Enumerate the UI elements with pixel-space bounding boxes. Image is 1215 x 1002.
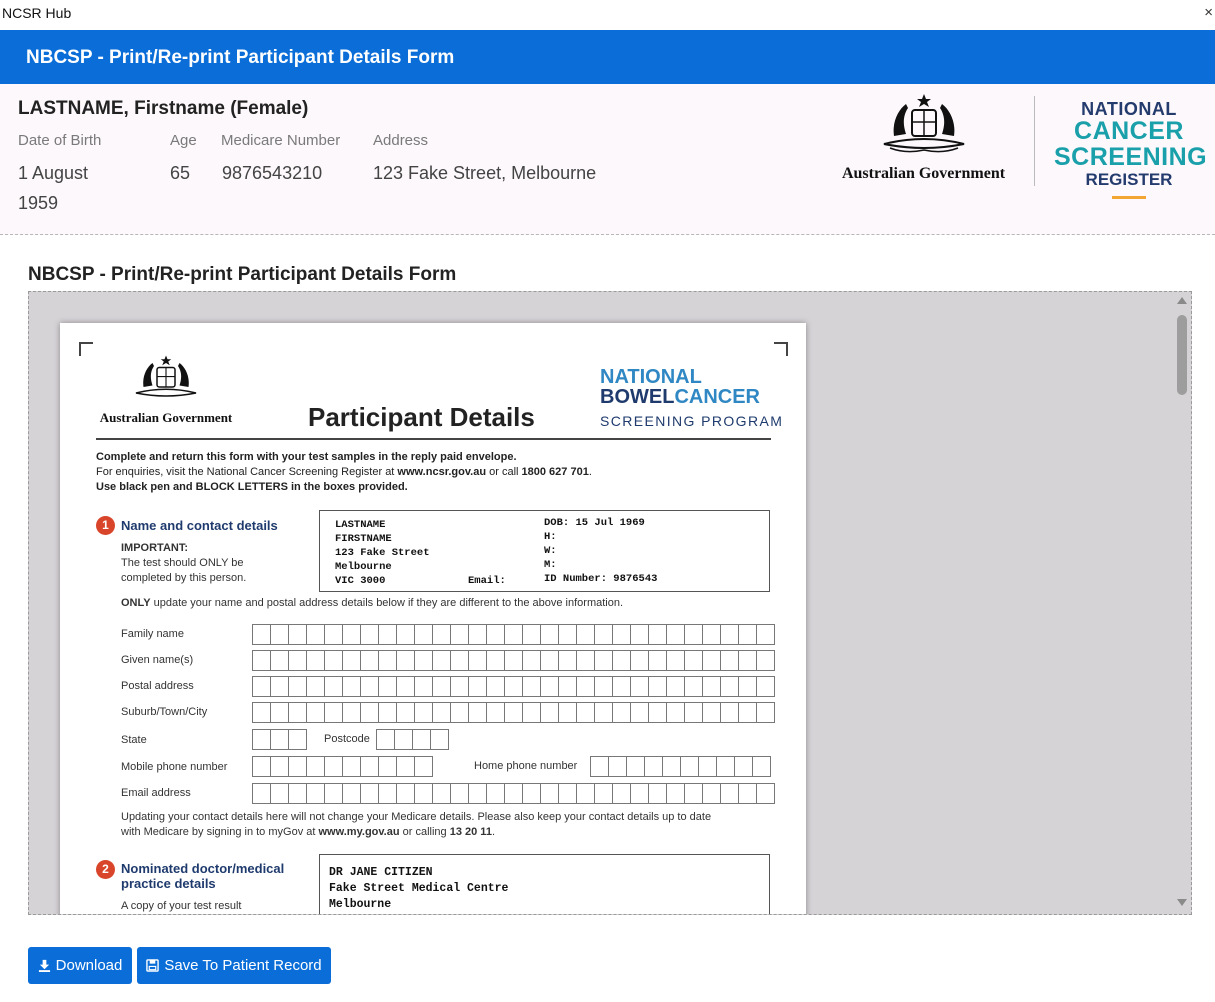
postcode-field xyxy=(376,729,449,750)
character-cell xyxy=(343,757,361,776)
character-cell xyxy=(721,625,739,644)
character-cell xyxy=(253,784,271,803)
character-cell xyxy=(739,625,757,644)
character-cell xyxy=(595,703,613,722)
character-cell xyxy=(757,703,775,722)
character-cell xyxy=(739,784,757,803)
important-label: IMPORTANT: xyxy=(121,542,189,554)
family-name-field xyxy=(252,624,775,645)
page-header xyxy=(0,30,1215,84)
character-cell xyxy=(577,651,595,670)
character-cell xyxy=(667,703,685,722)
character-cell xyxy=(413,730,431,749)
character-cell xyxy=(469,703,487,722)
character-cell xyxy=(753,757,771,776)
save-to-patient-record-button[interactable]: Save To Patient Record xyxy=(137,947,331,984)
scroll-thumb[interactable] xyxy=(1177,315,1187,395)
character-cell xyxy=(559,677,577,696)
character-cell xyxy=(667,677,685,696)
save-icon xyxy=(146,959,159,972)
character-cell xyxy=(523,784,541,803)
character-cell xyxy=(253,625,271,644)
character-cell xyxy=(685,651,703,670)
character-cell xyxy=(667,651,685,670)
character-cell xyxy=(271,677,289,696)
character-cell xyxy=(505,651,523,670)
character-cell xyxy=(415,784,433,803)
character-cell xyxy=(343,784,361,803)
character-cell xyxy=(379,625,397,644)
viewer-scrollbar[interactable] xyxy=(1171,292,1192,914)
character-cell xyxy=(307,625,325,644)
character-cell xyxy=(541,703,559,722)
character-cell xyxy=(289,703,307,722)
character-cell xyxy=(379,677,397,696)
character-cell xyxy=(487,784,505,803)
postal-address-label: Postal address xyxy=(121,680,194,692)
doctor-details-box: DR JANE CITIZEN Fake Street Medical Centre Melbourne xyxy=(319,854,770,915)
character-cell xyxy=(613,703,631,722)
email-field xyxy=(252,783,775,804)
character-cell xyxy=(649,625,667,644)
character-cell xyxy=(703,784,721,803)
character-cell xyxy=(631,625,649,644)
character-cell xyxy=(415,757,433,776)
character-cell xyxy=(397,651,415,670)
character-cell xyxy=(649,703,667,722)
logo-divider xyxy=(1034,96,1035,186)
patient-name: LASTNAME, Firstname (Female) xyxy=(18,98,309,119)
character-cell xyxy=(361,784,379,803)
download-icon xyxy=(38,959,51,972)
character-cell xyxy=(361,651,379,670)
section-2-badge: 2 xyxy=(96,860,115,879)
character-cell xyxy=(379,784,397,803)
character-cell xyxy=(325,677,343,696)
character-cell xyxy=(685,625,703,644)
character-cell xyxy=(523,677,541,696)
character-cell xyxy=(685,677,703,696)
character-cell xyxy=(559,784,577,803)
character-cell xyxy=(663,757,681,776)
age-label: Age xyxy=(170,132,197,149)
home-phone-label: Home phone number xyxy=(474,760,578,772)
character-cell xyxy=(451,677,469,696)
character-cell xyxy=(487,703,505,722)
character-cell xyxy=(451,625,469,644)
character-cell xyxy=(609,757,627,776)
character-cell xyxy=(469,784,487,803)
only-update-note: ONLY update your name and postal address details below if they are different to the above information. xyxy=(121,597,624,609)
character-cell xyxy=(379,651,397,670)
character-cell xyxy=(699,757,717,776)
character-cell xyxy=(631,703,649,722)
character-cell xyxy=(613,784,631,803)
character-cell xyxy=(721,677,739,696)
pdf-page xyxy=(60,323,806,915)
form-section-title: NBCSP - Print/Re-print Participant Details Form xyxy=(28,264,457,285)
character-cell xyxy=(703,625,721,644)
character-cell xyxy=(577,625,595,644)
scroll-down-icon[interactable] xyxy=(1177,899,1187,906)
character-cell xyxy=(343,703,361,722)
character-cell xyxy=(591,757,609,776)
character-cell xyxy=(559,703,577,722)
gov-logo-text: Australian Government xyxy=(841,165,1006,182)
character-cell xyxy=(397,784,415,803)
participant-address-box: LASTNAME FIRSTNAME 123 Fake Street Melbourne VIC 3000 Email: DOB: 15 Jul 1969 H: W: M: ID Number: 9876543 xyxy=(319,510,770,592)
doc-title: Participant Details xyxy=(308,402,535,432)
character-cell xyxy=(681,757,699,776)
window-title: NCSR Hub xyxy=(2,5,72,21)
character-cell xyxy=(433,703,451,722)
character-cell xyxy=(645,757,663,776)
character-cell xyxy=(505,677,523,696)
character-cell xyxy=(559,651,577,670)
australian-government-logo xyxy=(836,92,1011,183)
section-1-badge: 1 xyxy=(96,516,115,535)
character-cell xyxy=(253,651,271,670)
character-cell xyxy=(595,625,613,644)
character-cell xyxy=(397,703,415,722)
character-cell xyxy=(631,677,649,696)
important-note-1: The test should ONLY be xyxy=(121,557,244,569)
character-cell xyxy=(307,703,325,722)
character-cell xyxy=(289,651,307,670)
window-titlebar xyxy=(0,0,1215,28)
given-names-label: Given name(s) xyxy=(121,654,194,666)
character-cell xyxy=(325,757,343,776)
character-cell xyxy=(415,677,433,696)
address-value: 123 Fake Street, Melbourne xyxy=(373,163,597,183)
character-cell xyxy=(433,651,451,670)
character-cell xyxy=(523,703,541,722)
character-cell xyxy=(649,651,667,670)
character-cell xyxy=(377,730,395,749)
character-cell xyxy=(451,784,469,803)
coat-of-arms-icon xyxy=(876,92,972,156)
character-cell xyxy=(703,703,721,722)
character-cell xyxy=(757,625,775,644)
patient-banner xyxy=(0,84,1215,235)
character-cell xyxy=(433,625,451,644)
character-cell xyxy=(253,730,271,749)
character-cell xyxy=(289,757,307,776)
postal-address-field xyxy=(252,676,775,697)
state-field xyxy=(252,729,307,750)
postcode-label: Postcode xyxy=(324,733,370,745)
character-cell xyxy=(721,784,739,803)
character-cell xyxy=(271,625,289,644)
character-cell xyxy=(307,651,325,670)
character-cell xyxy=(253,757,271,776)
character-cell xyxy=(469,625,487,644)
family-name-label: Family name xyxy=(121,628,184,640)
character-cell xyxy=(325,784,343,803)
character-cell xyxy=(379,703,397,722)
character-cell xyxy=(487,625,505,644)
coat-of-arms-icon xyxy=(130,353,202,403)
character-cell xyxy=(397,757,415,776)
character-cell xyxy=(721,703,739,722)
important-note-2: completed by this person. xyxy=(121,572,247,584)
character-cell xyxy=(595,677,613,696)
character-cell xyxy=(667,625,685,644)
character-cell xyxy=(595,784,613,803)
update-note: Updating your contact details here will not change your Medicare details. Please also keep your contact details up to date with Medicare by signing in to myGov at www.my.gov.au or calling 13 20 11. xyxy=(121,811,712,838)
character-cell xyxy=(541,651,559,670)
section-1-title: Name and contact details xyxy=(121,518,278,533)
character-cell xyxy=(577,703,595,722)
character-cell xyxy=(271,757,289,776)
character-cell xyxy=(631,784,649,803)
character-cell xyxy=(721,651,739,670)
character-cell xyxy=(253,677,271,696)
character-cell xyxy=(523,651,541,670)
character-cell xyxy=(739,677,757,696)
character-cell xyxy=(343,677,361,696)
character-cell xyxy=(397,625,415,644)
character-cell xyxy=(271,784,289,803)
character-cell xyxy=(541,625,559,644)
character-cell xyxy=(433,784,451,803)
character-cell xyxy=(613,677,631,696)
character-cell xyxy=(487,677,505,696)
ncsr-logo: NATIONAL CANCER SCREENING REGISTER xyxy=(1054,100,1204,199)
medicare-label: Medicare Number xyxy=(221,132,341,149)
character-cell xyxy=(343,625,361,644)
character-cell xyxy=(451,703,469,722)
character-cell xyxy=(289,784,307,803)
character-cell xyxy=(505,784,523,803)
mobile-field xyxy=(252,756,433,777)
character-cell xyxy=(325,625,343,644)
character-cell xyxy=(613,651,631,670)
character-cell xyxy=(451,651,469,670)
character-cell xyxy=(757,784,775,803)
character-cell xyxy=(289,730,307,749)
character-cell xyxy=(469,677,487,696)
age-value: 65 xyxy=(170,163,191,183)
character-cell xyxy=(307,757,325,776)
character-cell xyxy=(325,651,343,670)
character-cell xyxy=(361,677,379,696)
character-cell xyxy=(487,651,505,670)
character-cell xyxy=(271,651,289,670)
character-cell xyxy=(253,703,271,722)
home-phone-field xyxy=(590,756,771,777)
character-cell xyxy=(361,757,379,776)
character-cell xyxy=(415,625,433,644)
character-cell xyxy=(271,730,289,749)
character-cell xyxy=(415,703,433,722)
character-cell xyxy=(325,703,343,722)
character-cell xyxy=(397,677,415,696)
character-cell xyxy=(289,677,307,696)
doc-gov-logo: Australian Government xyxy=(96,353,236,426)
character-cell xyxy=(627,757,645,776)
dob-value: 1 August 1959 xyxy=(18,163,89,213)
character-cell xyxy=(379,757,397,776)
section-2-note: A copy of your test result xyxy=(121,900,242,912)
character-cell xyxy=(505,625,523,644)
character-cell xyxy=(739,703,757,722)
character-cell xyxy=(361,703,379,722)
character-cell xyxy=(271,703,289,722)
download-button[interactable]: Download xyxy=(28,947,132,984)
address-label: Address xyxy=(373,132,429,149)
page-title: NBCSP - Print/Re-print Participant Details Form xyxy=(26,47,455,68)
character-cell xyxy=(361,625,379,644)
character-cell xyxy=(757,677,775,696)
medicare-value: 9876543210 xyxy=(222,163,323,183)
character-cell xyxy=(469,651,487,670)
character-cell xyxy=(649,677,667,696)
given-names-field xyxy=(252,650,775,671)
character-cell xyxy=(307,784,325,803)
character-cell xyxy=(541,677,559,696)
character-cell xyxy=(541,784,559,803)
character-cell xyxy=(685,784,703,803)
suburb-label: Suburb/Town/City xyxy=(121,706,208,718)
character-cell xyxy=(717,757,735,776)
character-cell xyxy=(505,703,523,722)
character-cell xyxy=(289,625,307,644)
character-cell xyxy=(559,625,577,644)
character-cell xyxy=(433,677,451,696)
character-cell xyxy=(631,651,649,670)
doc-intro: Complete and return this form with your test samples in the reply paid envelope. For enquiries, visit the National Cancer Screening Register at www.ncsr.gov.au or call 1800 627 701. Use black pen and BLOCK LETTERS in the boxes provided. xyxy=(96,451,592,493)
dob-label: Date of Birth xyxy=(18,132,102,149)
character-cell xyxy=(703,651,721,670)
nbcsp-logo: NATIONAL BOWELCANCER SCREENING PROGRAM xyxy=(600,366,784,429)
pdf-viewer[interactable] xyxy=(28,291,1192,915)
character-cell xyxy=(735,757,753,776)
close-icon[interactable]: × xyxy=(1204,4,1213,21)
character-cell xyxy=(307,677,325,696)
section-2-title: Nominated doctor/medical practice details xyxy=(121,861,285,891)
character-cell xyxy=(431,730,449,749)
character-cell xyxy=(703,677,721,696)
character-cell xyxy=(577,784,595,803)
character-cell xyxy=(649,784,667,803)
character-cell xyxy=(343,651,361,670)
scroll-up-icon[interactable] xyxy=(1177,297,1187,304)
character-cell xyxy=(685,703,703,722)
character-cell xyxy=(415,651,433,670)
character-cell xyxy=(577,677,595,696)
state-label: State xyxy=(121,734,147,746)
character-cell xyxy=(739,651,757,670)
email-label: Email address xyxy=(121,787,191,799)
character-cell xyxy=(395,730,413,749)
character-cell xyxy=(523,625,541,644)
character-cell xyxy=(595,651,613,670)
character-cell xyxy=(613,625,631,644)
character-cell xyxy=(667,784,685,803)
character-cell xyxy=(757,651,775,670)
suburb-field xyxy=(252,702,775,723)
mobile-label: Mobile phone number xyxy=(121,761,228,773)
